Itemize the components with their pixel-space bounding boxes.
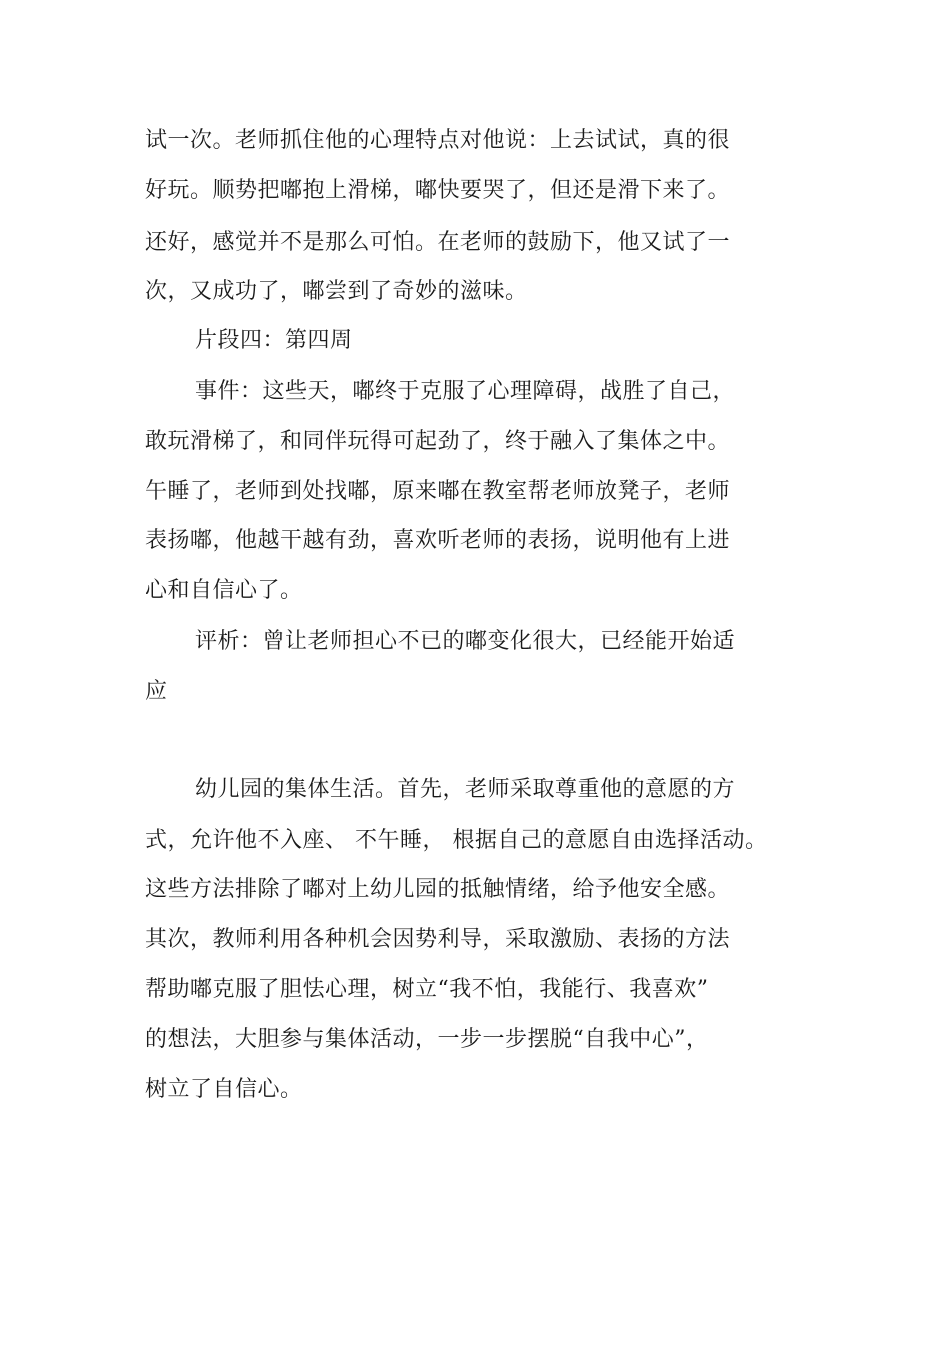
text-line: 次，又成功了，嘟尝到了奇妙的滋味。 [145, 279, 528, 304]
text-line: 心和自信心了。 [145, 578, 303, 603]
text-line: 表扬嘟，他越干越有劲，喜欢听老师的表扬，说明他有上进 [145, 528, 731, 553]
text-line: 好玩。顺势把嘟抱上滑梯，嘟快要哭了，但还是滑下来了。 [145, 178, 731, 203]
text-line: 试一次。老师抓住他的心理特点对他说：上去试试，真的很 [145, 128, 731, 153]
text-line: 帮助嘟克服了胆怯心理，树立“我不怕，我能行、我喜欢” [145, 977, 709, 1002]
text-line: 其次，教师利用各种机会因势利导，采取激励、表扬的方法 [145, 927, 731, 952]
text-line: 树立了自信心。 [145, 1077, 303, 1102]
text-line: 午睡了，老师到处找嘟，原来嘟在教室帮老师放凳子，老师 [145, 479, 731, 504]
section-heading: 片段四：第四周 [195, 328, 353, 353]
text-line: 还好，感觉并不是那么可怕。在老师的鼓励下，他又试了一 [145, 230, 731, 255]
text-line: 应 [145, 679, 168, 704]
text-line: 幼儿园的集体生活。首先，老师采取尊重他的意愿的方 [195, 777, 736, 802]
text-line: 事件：这些天，嘟终于克服了心理障碍，战胜了自己， [195, 379, 736, 404]
text-line: 式，允许他不入座、 不午睡， 根据自己的意愿自由选择活动。 [145, 828, 768, 853]
text-line: 的想法，大胆参与集体活动，一步一步摆脱“自我中心”， [145, 1027, 709, 1052]
text-line: 这些方法排除了嘟对上幼儿园的抵触情绪，给予他安全感。 [145, 877, 731, 902]
text-line: 敢玩滑梯了，和同伴玩得可起劲了，终于融入了集体之中。 [145, 429, 731, 454]
text-line: 评析：曾让老师担心不已的嘟变化很大，已经能开始适 [195, 629, 736, 654]
